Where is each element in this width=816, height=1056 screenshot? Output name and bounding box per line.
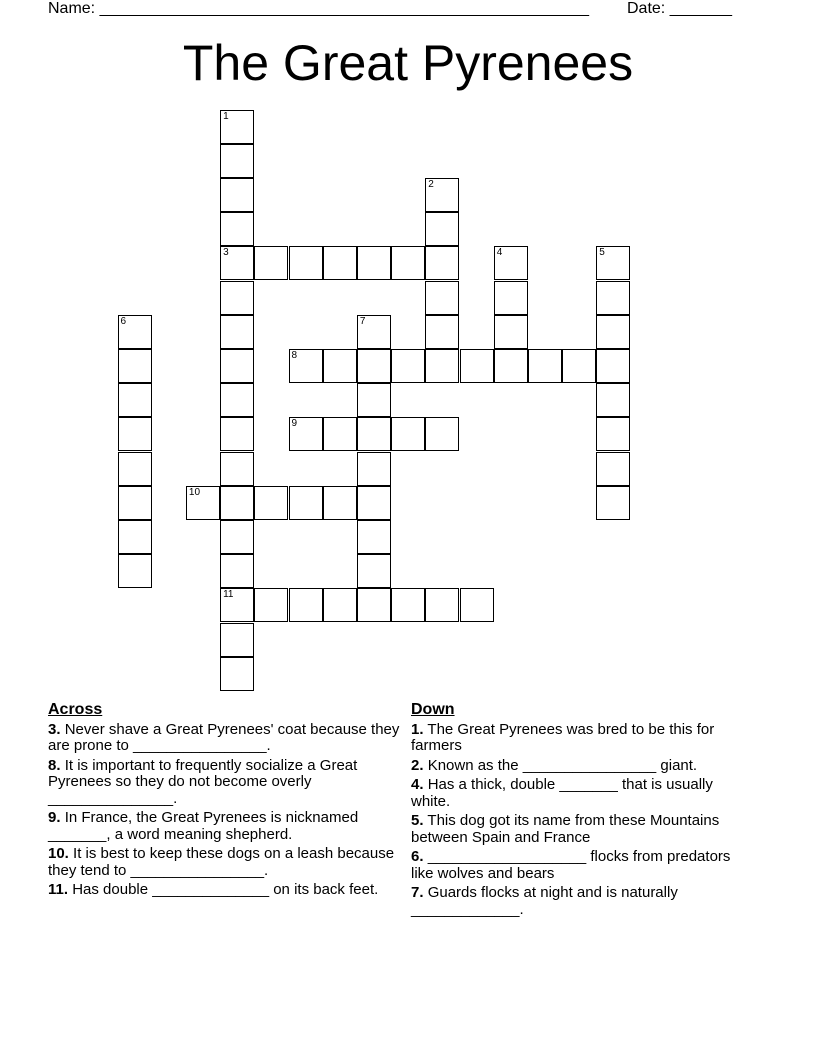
crossword-cell[interactable] [391,417,425,451]
crossword-cell[interactable] [425,315,459,349]
clue-number: 1. [411,720,424,738]
crossword-cell[interactable] [596,383,630,417]
crossword-cell[interactable] [220,110,254,144]
crossword-cell[interactable] [220,554,254,588]
across-clue [48,810,400,843]
name-field-label: Name: _______________________________________________________ [48,0,589,17]
down-clue [411,885,756,918]
crossword-cell[interactable] [494,281,528,315]
clue-number: 5. [411,812,424,829]
crossword-cell[interactable] [460,588,494,622]
crossword-cell[interactable] [391,588,425,622]
crossword-cell[interactable] [323,417,357,451]
crossword-cell[interactable] [220,657,254,691]
crossword-cell[interactable] [220,417,254,451]
cell-number: 8 [291,349,298,361]
crossword-cell[interactable] [118,520,152,554]
crossword-cell[interactable] [289,486,323,520]
crossword-cell[interactable] [425,281,459,315]
clue-number: 3. [48,720,61,738]
cell-number: 7 [359,315,366,327]
crossword-cell[interactable] [220,486,254,520]
clue-number: 6. [411,848,424,865]
crossword-cell[interactable] [357,486,391,520]
crossword-cell[interactable] [289,588,323,622]
across-clue [48,758,400,808]
across-clues [48,702,400,902]
across-clue [48,846,400,879]
crossword-cell[interactable] [220,520,254,554]
clue-text: Has double ______________ on its back feet. [72,881,379,898]
clue-number: 8. [48,756,61,774]
crossword-cell[interactable] [220,623,254,657]
date-field-label: Date: _______ [627,0,732,17]
crossword-cell[interactable] [425,417,459,451]
cell-number: 1 [223,110,229,122]
clue-text: Never shave a Great Pyrenees' coat because they are prone to ________________. [48,720,400,754]
crossword-cell[interactable] [323,246,357,280]
crossword-cell[interactable] [357,315,391,349]
crossword-cell[interactable] [596,349,630,383]
crossword-cell[interactable] [357,246,391,280]
crossword-cell[interactable] [220,144,254,178]
cell-number: 6 [120,315,127,327]
down-clue [411,722,756,755]
crossword-cell[interactable] [357,452,391,486]
crossword-cell[interactable] [596,486,630,520]
crossword-cell[interactable] [220,212,254,246]
crossword-cell[interactable] [220,315,254,349]
crossword-cell[interactable] [357,588,391,622]
crossword-cell[interactable] [289,246,323,280]
crossword-cell[interactable] [357,383,391,417]
crossword-cell[interactable] [220,588,254,622]
clue-text: This dog got its name from these Mountains between Spain and France [411,812,720,846]
crossword-cell[interactable] [528,349,562,383]
crossword-cell[interactable] [254,486,288,520]
clue-number: 9. [48,809,61,826]
page-title: The Great Pyrenees [182,35,634,91]
crossword-cell[interactable] [460,349,494,383]
clue-text: Has a thick, double _______ that is usually white. [411,776,713,810]
clue-number: 10. [48,845,69,862]
crossword-cell[interactable] [220,383,254,417]
crossword-cell[interactable] [357,349,391,383]
crossword-cell[interactable] [323,588,357,622]
crossword-cell[interactable] [118,383,152,417]
crossword-cell[interactable] [357,520,391,554]
crossword-cell[interactable] [220,178,254,212]
crossword-cell[interactable] [118,417,152,451]
cell-number: 5 [599,247,605,259]
crossword-cell[interactable] [425,178,459,212]
crossword-cell[interactable] [254,246,288,280]
crossword-cell[interactable] [118,315,152,349]
clue-number: 11. [48,881,69,898]
crossword-cell[interactable] [118,452,152,486]
crossword-cell[interactable] [494,246,528,280]
cell-number: 11 [223,589,234,601]
crossword-cell[interactable] [220,452,254,486]
crossword-cell[interactable] [391,246,425,280]
clue-text: ___________________ flocks from predators like wolves and bears [411,848,731,882]
crossword-cell[interactable] [323,349,357,383]
down-clue [411,758,756,775]
down-heading: Down [411,701,455,718]
crossword-cell[interactable] [425,349,459,383]
crossword-cell[interactable] [596,246,630,280]
crossword-cell[interactable] [425,588,459,622]
crossword-cell[interactable] [118,486,152,520]
crossword-cell[interactable] [220,246,254,280]
crossword-cell[interactable] [220,281,254,315]
clue-text: Known as the ________________ giant. [427,756,698,774]
clue-number: 2. [411,756,424,774]
down-clues [411,702,756,921]
crossword-cell[interactable] [596,452,630,486]
crossword-cell[interactable] [562,349,596,383]
crossword-cell[interactable] [118,554,152,588]
down-clue [411,813,756,846]
crossword-cell[interactable] [357,417,391,451]
crossword-cell[interactable] [391,349,425,383]
clue-number: 7. [411,884,424,901]
across-clue [48,722,400,755]
clue-text: The Great Pyrenees was bred to be this for farmers [411,720,715,754]
down-clue [411,777,756,810]
crossword-cell[interactable] [323,486,357,520]
clue-text: Guards flocks at night and is naturally _____________. [411,884,678,918]
down-clue [411,849,756,882]
crossword-cell[interactable] [425,246,459,280]
crossword-cell[interactable] [186,486,220,520]
cell-number: 2 [428,178,434,190]
clue-text: In France, the Great Pyrenees is nicknamed _______, a word meaning shepherd. [48,809,359,843]
clue-number: 4. [411,776,424,793]
cell-number: 4 [496,247,503,259]
cell-number: 10 [188,486,201,498]
crossword-cell[interactable] [596,281,630,315]
clue-text: It is best to keep these dogs on a leash because they tend to ________________. [48,845,395,879]
crossword-cell[interactable] [118,349,152,383]
crossword-cell[interactable] [289,417,323,451]
crossword-cell[interactable] [357,554,391,588]
crossword-cell[interactable] [596,315,630,349]
crossword-cell[interactable] [254,588,288,622]
across-clue [48,882,400,899]
cell-number: 9 [291,418,298,430]
across-heading: Across [48,701,103,718]
crossword-cell[interactable] [425,212,459,246]
crossword-cell[interactable] [494,315,528,349]
crossword-cell[interactable] [289,349,323,383]
crossword-cell[interactable] [220,349,254,383]
cell-number: 3 [223,247,229,259]
crossword-cell[interactable] [494,349,528,383]
clue-text: It is important to frequently socialize a Great Pyrenees so they do not become overly _______________. [48,756,358,807]
crossword-cell[interactable] [596,417,630,451]
